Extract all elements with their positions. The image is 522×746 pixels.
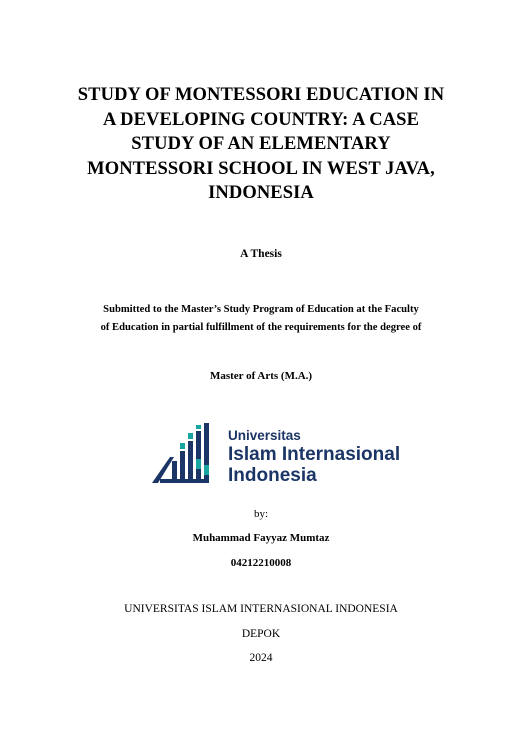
title-line: STUDY OF MONTESSORI EDUCATION IN <box>77 85 445 105</box>
logo-accent <box>196 425 201 429</box>
title-line: STUDY OF AN ELEMENTARY <box>131 134 391 154</box>
submission-line: Submitted to the Master’s Study Program of Education at the Faculty <box>103 304 419 315</box>
logo-accent <box>180 443 185 449</box>
thesis-title <box>0 83 522 206</box>
year: 2024 <box>249 652 273 664</box>
submission-line: of Education in partial fulfillment of the requirements for the degree of <box>100 322 422 333</box>
logo-accent <box>196 459 201 469</box>
institution-name: UNIVERSITAS ISLAM INTERNASIONAL INDONESIA <box>124 603 398 615</box>
logo-accent <box>204 465 209 475</box>
author-name: Muhammad Fayyaz Mumtaz <box>192 532 330 544</box>
title-line: MONTESSORI SCHOOL IN WEST JAVA, <box>87 158 435 179</box>
document-type: A Thesis <box>240 248 282 260</box>
logo-bar <box>188 441 193 483</box>
logo-bar <box>180 451 185 483</box>
degree-name: Master of Arts (M.A.) <box>209 370 313 382</box>
city-name: DEPOK <box>241 628 281 640</box>
title-line: A DEVELOPING COUNTRY: A CASE <box>102 109 420 130</box>
university-logo <box>150 421 410 487</box>
submission-statement <box>0 301 522 337</box>
logo-base <box>160 479 209 483</box>
logo-line-islam-internasional: Islam Internasional <box>228 444 401 465</box>
logo-wordmark <box>228 427 400 486</box>
logo-bar <box>196 431 201 483</box>
student-id: 04212210008 <box>230 557 292 569</box>
by-label: by: <box>253 508 269 520</box>
logo-accent <box>188 433 193 439</box>
logo-line-universitas: Universitas <box>228 428 301 443</box>
title-line: INDONESIA <box>208 183 314 203</box>
logo-mark-icon <box>150 421 216 487</box>
logo-line-indonesia: Indonesia <box>228 465 317 486</box>
